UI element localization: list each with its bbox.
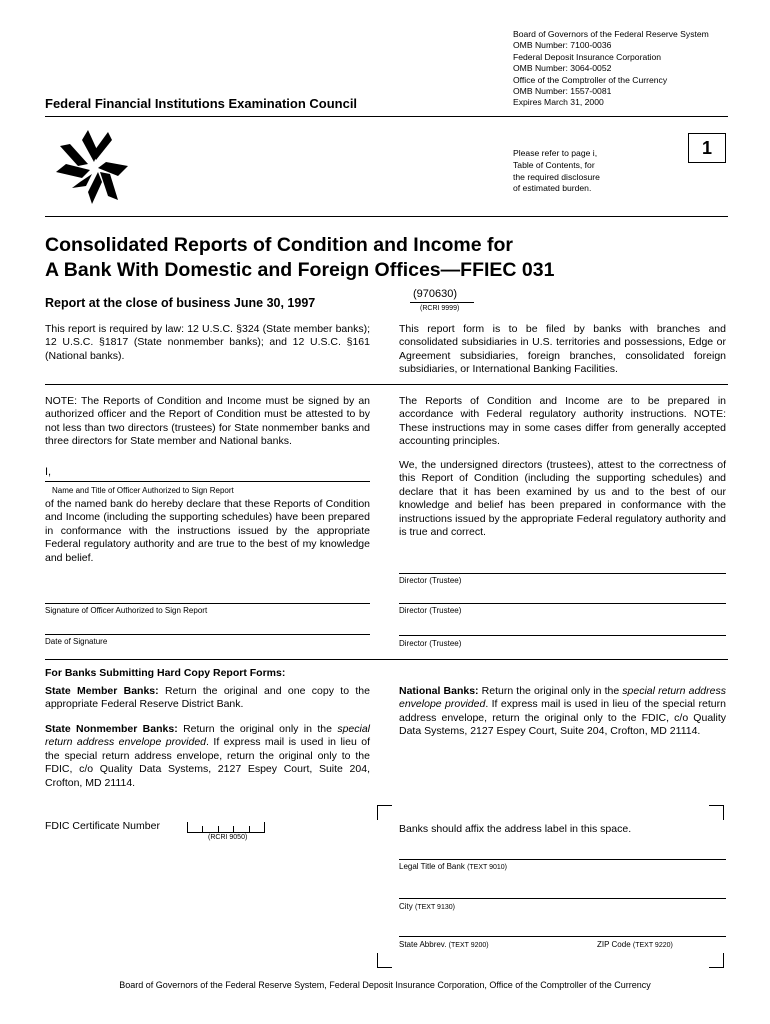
city-code: (TEXT 9130) [415, 904, 455, 911]
hard-copy-heading: For Banks Submitting Hard Copy Report Forms: [45, 667, 286, 679]
state-label [399, 940, 489, 949]
instructions-note: The Reports of Condition and Income are to be prepared in accordance with Federal regulatory authority instructions. NOTE: These instructions may in some cases differ from generally accepted accounting principles. [399, 395, 726, 448]
officer-i-label: I, [45, 466, 52, 478]
state-nonmember-text-1: Return the original only in the [183, 723, 332, 735]
city-text: City [399, 902, 413, 911]
signature-date-label: Date of Signature [45, 637, 108, 646]
director-line-1[interactable] [399, 573, 726, 574]
city-line[interactable] [399, 898, 726, 899]
footer-agencies: Board of Governors of the Federal Reserve System, Federal Deposit Insurance Corporation, Office of the Comptroller of the Currency [119, 980, 651, 990]
burden-note-line: of estimated burden. [513, 183, 592, 194]
ffiec-logo [52, 126, 132, 206]
agency-line: Office of the Comptroller of the Currency [513, 74, 668, 85]
agency-line: OMB Number: 7100-0036 [513, 40, 612, 51]
national-italic: special return address envelope provided [399, 685, 726, 711]
report-date-label: Report at the close of business June 30, 1997 [45, 296, 316, 310]
legal-title-label [399, 862, 507, 871]
section-rule-2 [45, 659, 728, 660]
address-label-note: Banks should affix the address label in this space. [399, 823, 632, 835]
officer-signature-line[interactable] [45, 603, 370, 604]
corner-mark-top-right [709, 805, 724, 820]
page-number: 1 [701, 138, 712, 158]
state-zip-line[interactable] [399, 936, 726, 937]
officer-declaration: of the named bank do hereby declare that these Reports of Condition and Income (including the supporting schedules) have been prepared in conformance with the instructions issued by the appropriate Federal regulatory authority and are true to the best of my knowledge and belief. [45, 498, 370, 564]
title-line-2: A Bank With Domestic and Foreign Offices—FFIEC 031 [45, 259, 555, 281]
state-member-instructions [45, 685, 370, 712]
director-line-2[interactable] [399, 603, 726, 604]
state-nonmember-italic: special return address envelope provided [45, 723, 370, 749]
header-rule [45, 116, 728, 117]
legal-authority-text: This report is required by law: 12 U.S.C. §324 (State member banks); 12 U.S.C. §1817 (State nonmember banks); and 12 U.S.C. §161 (National banks). [45, 323, 370, 362]
ffiec-star-logo-icon [52, 126, 132, 206]
director-line-3[interactable] [399, 635, 726, 636]
agency-line: Federal Deposit Insurance Corporation [513, 51, 662, 62]
national-text-1: Return the original only in the [481, 685, 620, 697]
header-rule-2 [45, 216, 728, 217]
report-date-code: (970630) [413, 288, 458, 300]
state-member-title: State Member Banks: [45, 685, 159, 697]
zip-code: (TEXT 9220) [632, 942, 673, 949]
state-nonmember-text-2: . If express mail is used in lieu of the special return address envelope, return the original only to the FDIC, c/o Quality Data Systems, 2127 Espey Court, Suite 204, Crofton, MD 21114. [45, 736, 371, 789]
report-date-rcri: (RCRI 9999) [420, 305, 460, 312]
signing-note: NOTE: The Reports of Condition and Income must be signed by an authorized officer and the Report of Condition must be attested to by not less than two directors (trustees) for State nonmember banks and three directors for State member and National banks. [45, 395, 370, 448]
national-title: National Banks: [399, 685, 479, 697]
fdic-cert-label: FDIC Certificate Number [45, 820, 160, 832]
legal-title-text: Legal Title of Bank [399, 862, 465, 871]
legal-title-code: (TEXT 9010) [467, 864, 508, 871]
officer-name-line[interactable] [45, 481, 370, 482]
report-title [45, 233, 554, 283]
corner-mark-bottom-left [377, 953, 392, 968]
agency-line: Board of Governors of the Federal Reserve System [513, 29, 709, 39]
signature-date-line[interactable] [45, 634, 370, 635]
corner-mark-bottom-right [709, 953, 724, 968]
zip-text: ZIP Code [597, 940, 631, 949]
state-nonmember-title: State Nonmember Banks: [45, 723, 178, 735]
report-date-rule [410, 302, 474, 303]
director-label-1: Director (Trustee) [399, 576, 462, 585]
section-rule [45, 384, 728, 385]
agency-line: OMB Number: 3064-0052 [513, 63, 612, 74]
national-text-2: . If express mail is used in lieu of the special return address envelope, return the original only to the FDIC, c/o Quality Data Systems, 2127 Espey Court, Suite 204, Crofton, MD 21114. [399, 698, 726, 738]
burden-note [513, 148, 600, 195]
legal-title-line[interactable] [399, 859, 726, 860]
filing-scope-text: This report form is to be filed by banks with branches and consolidated subsidiaries in U.S. territories and possessions, Edge or Agreement subsidiaries, foreign branches, consolidated foreign subsidiaries, or International Banking Facilities. [399, 323, 726, 376]
officer-signature-label: Signature of Officer Authorized to Sign Report [45, 606, 208, 615]
director-label-2: Director (Trustee) [399, 606, 462, 615]
officer-name-label: Name and Title of Officer Authorized to Sign Report [52, 486, 234, 495]
fdic-cert-rcri: (RCRI 9050) [208, 834, 248, 841]
corner-mark-top-left [377, 805, 392, 820]
council-name: Federal Financial Institutions Examination Council [45, 96, 358, 111]
city-label [399, 902, 455, 911]
burden-note-line: the required disclosure [513, 171, 600, 182]
agency-info [513, 29, 753, 109]
agency-line: Expires March 31, 2000 [513, 97, 604, 108]
state-nonmember-instructions [45, 723, 370, 790]
burden-note-line: Table of Contents, for [513, 159, 595, 170]
title-line-1: Consolidated Reports of Condition and Income for [45, 234, 513, 256]
fdic-cert-field[interactable] [187, 820, 265, 833]
director-label-3: Director (Trustee) [399, 639, 462, 648]
zip-label [597, 940, 673, 949]
state-member-text: Return the original and one copy to the appropriate Federal Reserve District Bank. [45, 685, 370, 711]
national-instructions [399, 685, 726, 739]
page-number-box [688, 133, 726, 163]
state-text: State Abbrev. [399, 940, 447, 949]
burden-note-line: Please refer to page i, [513, 148, 598, 158]
agency-line: OMB Number: 1557-0081 [513, 86, 612, 97]
state-code: (TEXT 9200) [448, 942, 489, 949]
directors-attestation: We, the undersigned directors (trustees), attest to the correctness of this Report of Condition (including the supporting schedules) and declare that it has been examined by us and to the best of our knowledge and belief has been prepared in conformance with the instructions issued by the appropriate Federal regulatory authority and is true and correct. [399, 459, 726, 539]
